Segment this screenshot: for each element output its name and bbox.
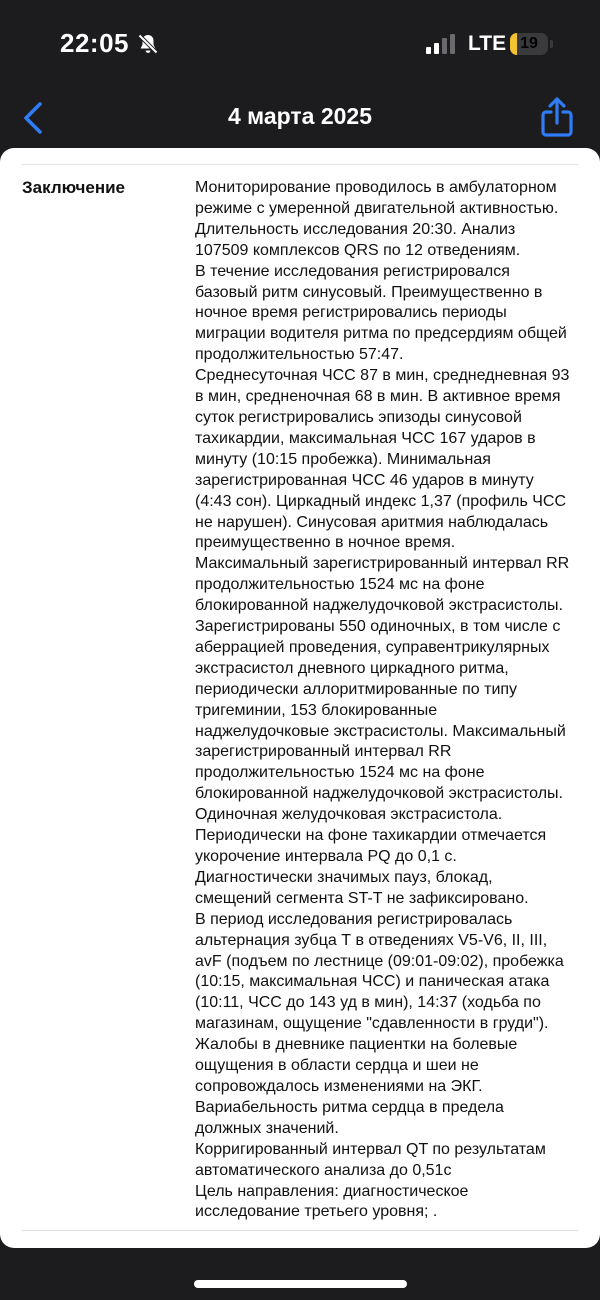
- conclusion-line: должных значений.: [195, 1119, 339, 1137]
- conclusion-line: Вариабельность ритма сердца в предела: [195, 1098, 504, 1116]
- conclusion-line: avF (подъем по лестнице (09:01-09:02), пробежка: [195, 952, 564, 970]
- conclusion-line: (4:43 сон). Циркадный индекс 1,37 (профиль ЧСС: [195, 492, 567, 510]
- conclusion-line: смещений сегмента ST-T не зафиксировано.: [195, 889, 529, 907]
- conclusion-line: В период исследования регистрировалась: [195, 910, 513, 928]
- conclusion-line: (10:15, максимальная ЧСС) и паническая атака: [195, 973, 550, 991]
- conclusion-line: наджелудочковые экстрасистолы. Максимальный: [195, 722, 566, 740]
- share-icon[interactable]: [538, 96, 576, 138]
- conclusion-line: Одиночная желудочковая экстрасистола.: [195, 806, 503, 824]
- network-type: LTE: [468, 32, 507, 55]
- navigation-bar: [0, 90, 600, 146]
- conclusion-line: зарегистрированный интервал RR: [195, 743, 452, 761]
- conclusion-line: периодически аллоритмированные по типу: [195, 680, 518, 698]
- conclusion-line: укорочение интервала PQ до 0,1 с.: [195, 848, 457, 865]
- conclusion-line: (10:11, ЧСС до 143 уд в мин), 14:37 (ходьба по: [195, 994, 541, 1012]
- conclusion-line: суток регистрировались эпизоды синусовой: [195, 408, 522, 426]
- conclusion-line: Среднесуточная ЧСС 87 в мин, среднедневная 93: [195, 367, 570, 385]
- conclusion-line: экстрасистол дневного циркадного ритма,: [195, 659, 509, 677]
- conclusion-line: Цель направления: диагностическое: [195, 1182, 469, 1200]
- conclusion-line: тахикардии, максимальная ЧСС 167 ударов в: [195, 429, 536, 447]
- conclusion-line: Корригированный интервал QT по результатам: [195, 1140, 546, 1158]
- status-bar: [0, 0, 600, 90]
- conclusion-line: ощущения в области сердца и шеи не: [195, 1057, 479, 1075]
- battery-icon: [510, 33, 548, 55]
- conclusion-line: Зарегистрированы 550 одиночных, в том числе с: [195, 618, 561, 636]
- conclusion-line: тригеминии, 153 блокированные: [195, 701, 438, 719]
- status-time: 22:05: [60, 28, 129, 58]
- cellular-signal-icon: [426, 34, 456, 54]
- conclusion-line: аберрацией проведения, суправентрикулярных: [195, 638, 550, 656]
- conclusion-line: Длительность исследования 20:30. Анализ: [195, 220, 516, 238]
- report-card: [0, 148, 600, 1248]
- chevron-left-icon[interactable]: [18, 98, 48, 138]
- conclusion-line: в мин, средненочная 68 в мин. В активное время: [195, 388, 561, 406]
- battery-level: 19: [520, 35, 538, 52]
- conclusion-line: Жалобы в дневнике пациентки на болевые: [195, 1036, 518, 1054]
- conclusion-line: не нарушен). Синусовая аритмия наблюдалась: [195, 513, 549, 531]
- conclusion-line: Максимальный зарегистрированный интервал RR: [195, 555, 570, 573]
- conclusion-line: альтернация зубца Т в отведениях V5-V6, II, III,: [195, 931, 548, 949]
- conclusion-text: [195, 178, 585, 1223]
- conclusion-line: зарегистрированная ЧСС 46 ударов в минуту: [195, 471, 534, 489]
- conclusion-label: Заключение: [22, 178, 125, 197]
- conclusion-line: миграции водителя ритма по предсердиям общей: [195, 325, 567, 343]
- conclusion-line: блокированной наджелудочковой экстрасистолы.: [195, 597, 563, 615]
- conclusion-line: преимущественно в ночное время.: [195, 534, 456, 552]
- conclusion-line: продолжительностью 1524 мс на фоне: [195, 576, 485, 594]
- conclusion-line: продолжительностью 1524 мс на фоне: [195, 764, 485, 782]
- conclusion-line: продолжительностью 57:47.: [195, 346, 404, 364]
- conclusion-line: ночное время регистрировались периоды: [195, 304, 507, 322]
- divider: [22, 1230, 578, 1231]
- conclusion-line: минуту (10:15 пробежка). Минимальная: [195, 450, 491, 468]
- conclusion-line: Диагностически значимых пауз, блокад,: [195, 868, 493, 886]
- page-title: 4 марта 2025: [227, 103, 373, 129]
- conclusion-line: исследование третьего уровня; .: [195, 1203, 438, 1221]
- conclusion-line: режиме с умеренной двигательной активностью.: [195, 199, 559, 217]
- conclusion-line: В течение исследования регистрировался: [195, 262, 510, 280]
- battery-cap: [550, 40, 553, 48]
- conclusion-line: блокированной наджелудочковой экстрасистолы.: [195, 785, 563, 803]
- conclusion-line: Периодически на фоне тахикардии отмечается: [195, 827, 547, 845]
- conclusion-line: магазинам, ощущение "сдавленности в груди").: [195, 1015, 549, 1033]
- conclusion-line: сопровождалось изменениями на ЭКГ.: [195, 1077, 483, 1095]
- conclusion-line: Мониторирование проводилось в амбулаторном: [195, 179, 557, 196]
- home-indicator[interactable]: [194, 1280, 407, 1288]
- conclusion-line: 107509 комплексов QRS по 12 отведениям.: [195, 241, 521, 259]
- conclusion-line: базовый ритм синусовый. Преимущественно в: [195, 283, 543, 301]
- bell-slash-icon: [136, 32, 160, 56]
- divider: [22, 164, 578, 165]
- conclusion-line: автоматического анализа до 0,51с: [195, 1161, 452, 1179]
